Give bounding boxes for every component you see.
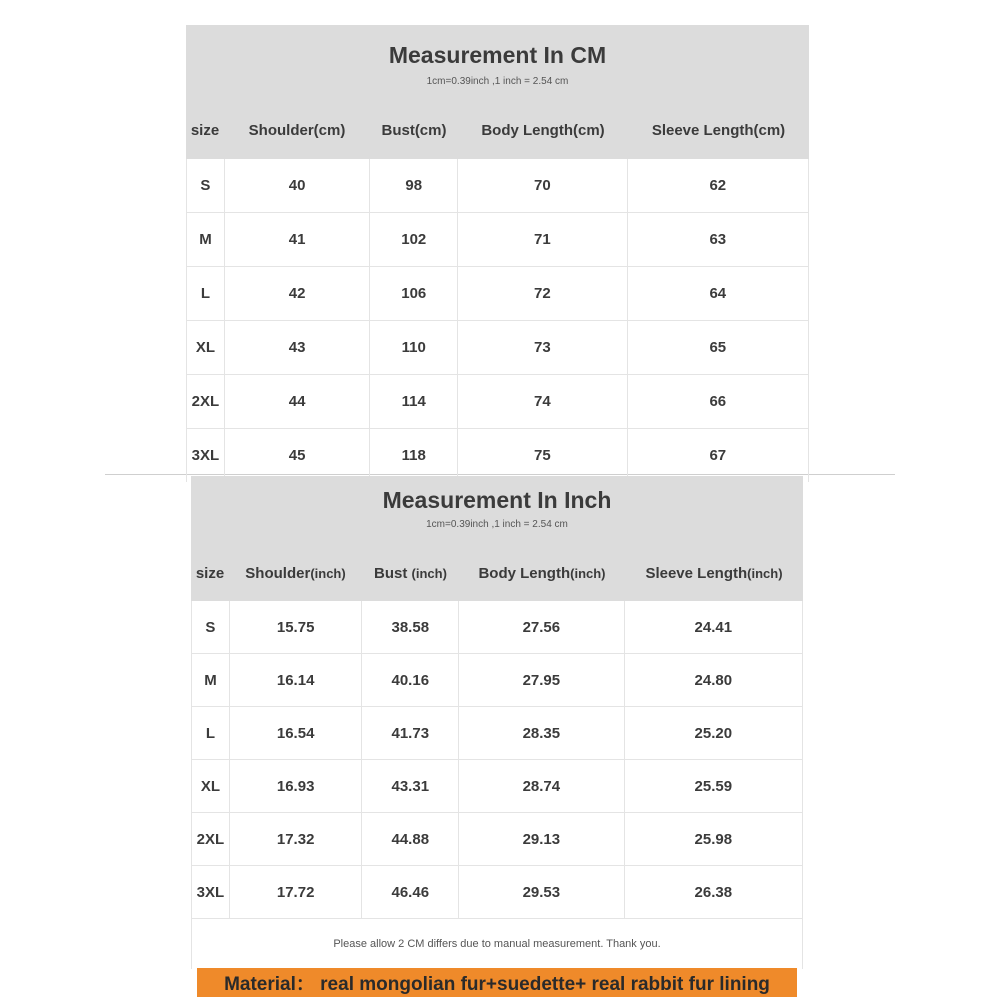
table-row xyxy=(192,760,802,813)
header-label: Body Length xyxy=(478,565,571,582)
measurement-cell: 43.31 xyxy=(362,760,459,812)
table-row xyxy=(187,375,808,429)
measurement-cell: 44.88 xyxy=(362,813,459,865)
measurement-cell: 106 xyxy=(370,267,458,320)
cm-column-header xyxy=(628,122,809,139)
inch-table-subtitle: 1cm=0.39inch ,1 inch = 2.54 cm xyxy=(426,519,568,530)
header-label: Sleeve Length(cm) xyxy=(651,122,786,139)
measurement-cell: 46.46 xyxy=(362,866,459,918)
measurement-cell: 67 xyxy=(709,447,727,464)
measurement-cell: 41 xyxy=(225,213,371,266)
size-label-cell: XL xyxy=(187,321,225,374)
inch-column-header xyxy=(229,565,362,582)
size-label-cell: 2XL xyxy=(192,813,230,865)
measurement-cell: 28.74 xyxy=(459,760,624,812)
inch-column-header xyxy=(191,565,229,582)
measurement-cell: 72 xyxy=(458,267,627,320)
measurement-cell: 44 xyxy=(225,375,371,428)
measurement-cell: 65 xyxy=(709,339,727,356)
measurement-cell: 73 xyxy=(458,321,627,374)
size-label-cell: XL xyxy=(192,760,230,812)
table-row xyxy=(192,601,802,654)
header-label: Shoulder(cm) xyxy=(248,122,346,139)
measurement-cell: 43 xyxy=(225,321,371,374)
inch-column-header xyxy=(362,565,459,582)
measurement-cell: 38.58 xyxy=(362,601,459,653)
measurement-cell: 27.95 xyxy=(459,654,624,706)
measurement-cell: 15.75 xyxy=(230,601,363,653)
size-label-cell: 3XL xyxy=(192,866,230,918)
table-row xyxy=(187,213,808,267)
size-label-cell: L xyxy=(187,267,225,320)
table-row xyxy=(192,707,802,760)
measurement-cell: 16.54 xyxy=(230,707,363,759)
measurement-cell: 29.13 xyxy=(459,813,624,865)
table-row xyxy=(192,654,802,707)
measurement-cell: 16.14 xyxy=(230,654,363,706)
table-row xyxy=(192,813,802,866)
cm-table-title: Measurement In CM xyxy=(388,42,607,68)
size-label-cell: 2XL xyxy=(187,375,225,428)
measurement-cell: 110 xyxy=(370,321,458,374)
table-row xyxy=(187,321,808,375)
header-label: size xyxy=(190,122,220,139)
measurement-note: Please allow 2 CM differs due to manual measurement. Thank you. xyxy=(191,918,803,969)
table-row xyxy=(187,267,808,321)
size-label-cell: S xyxy=(192,601,230,653)
cm-table-subtitle: 1cm=0.39inch ,1 inch = 2.54 cm xyxy=(426,76,569,87)
measurement-cell: 16.93 xyxy=(230,760,363,812)
header-unit: (inch) xyxy=(310,566,346,581)
header-label: size xyxy=(195,565,225,582)
header-label: Body Length(cm) xyxy=(481,122,605,139)
size-label-cell: M xyxy=(187,213,225,266)
size-label-cell: M xyxy=(192,654,230,706)
measurement-cell: 41.73 xyxy=(362,707,459,759)
inch-table-body xyxy=(191,601,803,918)
inch-column-headers xyxy=(191,565,803,582)
header-unit: (inch) xyxy=(747,566,783,581)
measurement-cell: 71 xyxy=(458,213,627,266)
cm-column-headers xyxy=(186,122,809,139)
size-label-cell: 3XL xyxy=(187,429,225,482)
measurement-cell: 62 xyxy=(709,177,727,194)
measurement-cell: 40 xyxy=(225,159,371,212)
header-unit: (inch) xyxy=(570,566,606,581)
size-label-cell: L xyxy=(192,707,230,759)
inch-column-header xyxy=(459,565,625,582)
inch-table-header xyxy=(191,476,803,601)
header-unit: (inch) xyxy=(411,566,447,581)
inch-size-chart xyxy=(191,476,803,969)
header-label: Sleeve Length xyxy=(645,565,748,582)
header-label: Bust(cm) xyxy=(381,122,447,139)
cm-column-header xyxy=(224,122,370,139)
measurement-cell: 42 xyxy=(225,267,371,320)
measurement-cell: 118 xyxy=(370,429,458,482)
measurement-cell: 45 xyxy=(225,429,371,482)
measurement-cell: 63 xyxy=(709,231,727,248)
header-label: Bust xyxy=(374,565,412,582)
measurement-cell: 25.59 xyxy=(694,777,733,795)
measurement-cell: 98 xyxy=(370,159,458,212)
table-row xyxy=(187,429,808,482)
measurement-cell: 17.32 xyxy=(230,813,363,865)
measurement-cell: 28.35 xyxy=(459,707,624,759)
size-label-cell: S xyxy=(187,159,225,212)
measurement-cell: 25.20 xyxy=(694,724,733,742)
cm-column-header xyxy=(370,122,458,139)
table-row xyxy=(187,159,808,213)
cm-table-header xyxy=(186,25,809,159)
cm-column-header xyxy=(186,122,224,139)
measurement-cell: 75 xyxy=(458,429,627,482)
measurement-cell: 17.72 xyxy=(230,866,363,918)
cm-table-body xyxy=(186,159,809,482)
measurement-cell: 26.38 xyxy=(694,883,733,901)
inch-table-title: Measurement In Inch xyxy=(382,487,612,513)
inch-column-header xyxy=(625,565,803,582)
measurement-cell: 29.53 xyxy=(459,866,624,918)
measurement-cell: 70 xyxy=(458,159,627,212)
cm-column-header xyxy=(458,122,628,139)
measurement-cell: 25.98 xyxy=(694,830,733,848)
measurement-cell: 24.41 xyxy=(694,618,733,636)
measurement-cell: 27.56 xyxy=(459,601,624,653)
measurement-cell: 114 xyxy=(370,375,458,428)
table-row xyxy=(192,866,802,918)
measurement-cell: 24.80 xyxy=(694,671,733,689)
measurement-cell: 66 xyxy=(709,393,727,410)
measurement-cell: 102 xyxy=(370,213,458,266)
measurement-cell: 40.16 xyxy=(362,654,459,706)
material-banner: Material： real mongolian fur+suedette+ real rabbit fur lining xyxy=(197,968,797,997)
measurement-cell: 74 xyxy=(458,375,627,428)
header-label: Shoulder xyxy=(245,565,311,582)
cm-size-chart xyxy=(186,25,809,482)
measurement-cell: 64 xyxy=(709,285,727,302)
